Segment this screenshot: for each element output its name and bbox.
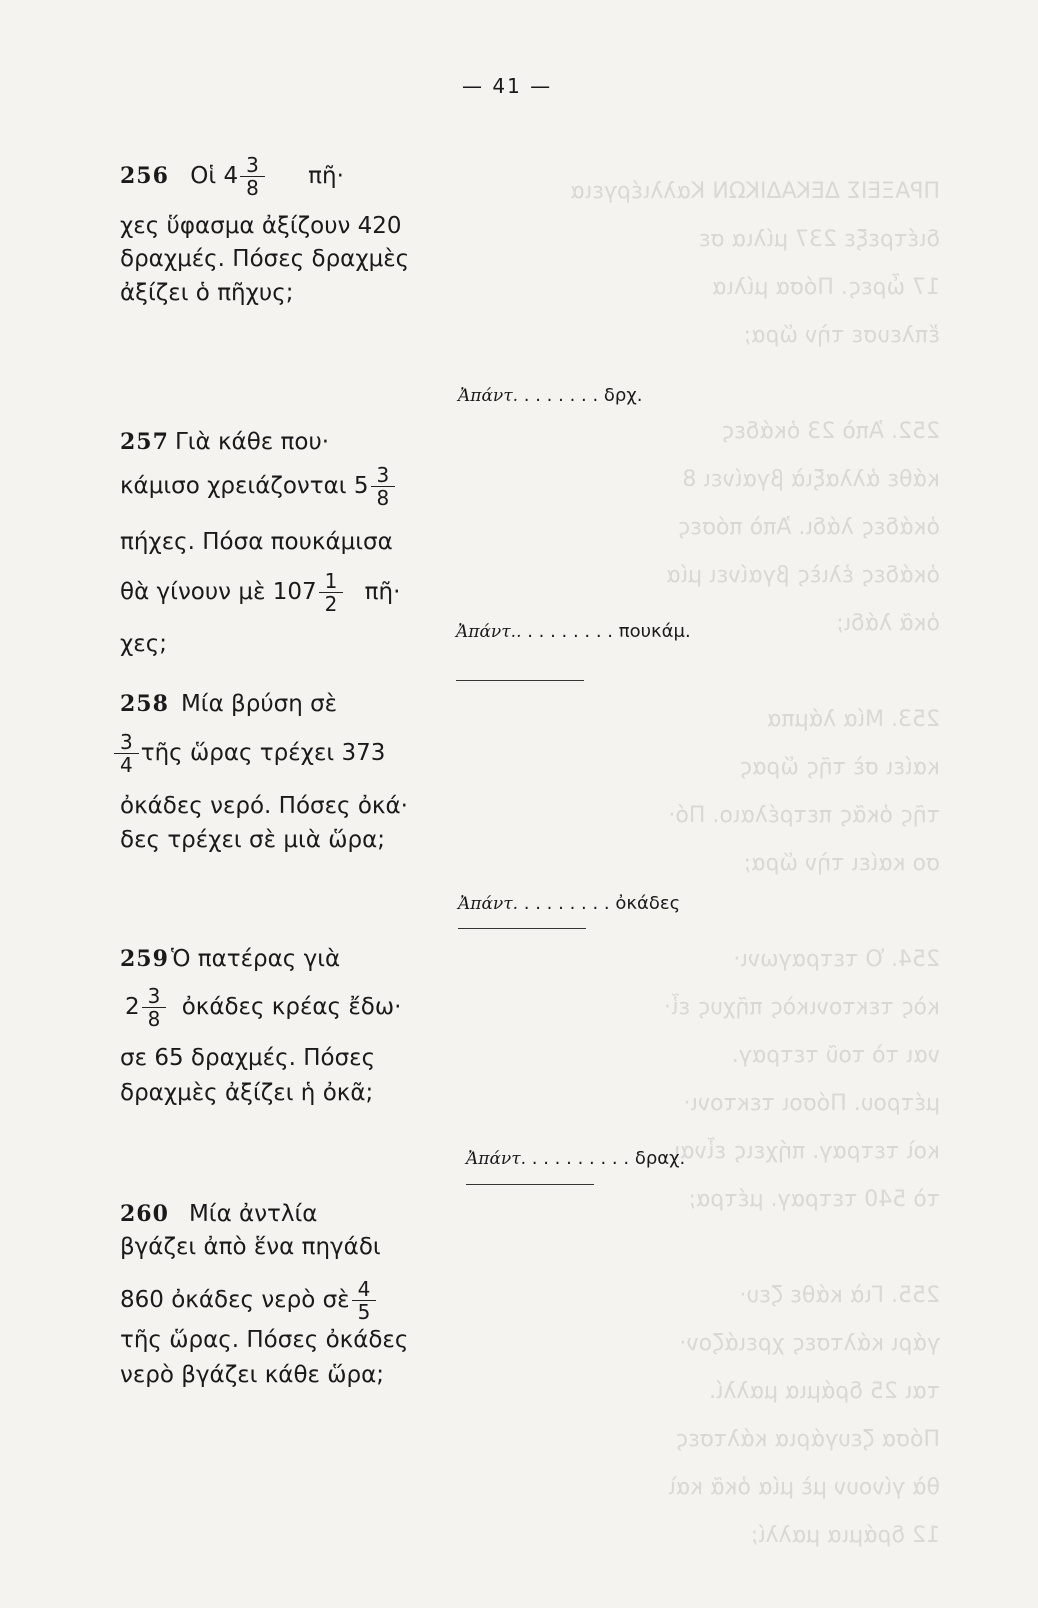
problem-number: 257 (120, 429, 169, 455)
problem-260-line-1: 260 Μία ἀντλία (120, 1201, 318, 1227)
answer-257: Ἀπάντ.. . . . . . . . . πουκάμ. (456, 621, 691, 642)
problem-259-line-1: 259Ὁ πατέρας γιὰ (120, 946, 341, 972)
answer-259: Ἀπάντ. . . . . . . . . . δραχ. (466, 1148, 686, 1169)
fraction: $\frac{3}{4}$ (114, 731, 139, 776)
problem-258-line-3: ὀκάδες νερό. Πόσες ὀκά· (120, 793, 408, 819)
fraction: $\frac{3}{8}$ (142, 985, 167, 1030)
problem-258-line-2: $\frac{3}{4}$ τῆς ὥρας τρέχει 373 (112, 731, 385, 776)
problem-256-line-2: χες ὕφασμα ἀξίζουν 420 (120, 213, 402, 239)
problem-258-line-1: 258 Μία βρύση σὲ (120, 691, 338, 717)
problem-257-line-4: θὰ γίνουν μὲ 107 $\frac{1}{2}$ πῆ· (120, 569, 401, 616)
fraction: $\frac{3}{8}$ (371, 464, 396, 509)
answer-256: Ἀπάντ. . . . . . . . δρχ. (458, 385, 643, 406)
problem-257-line-1: 257 Γιὰ κάθε που· (120, 429, 330, 455)
problem-258-line-4: δες τρέχει σὲ μιὰ ὥρα; (120, 827, 385, 853)
answer-rule (458, 928, 586, 929)
problem-257-line-2: κάμισο χρειάζονται 5 $\frac{3}{8}$ (120, 464, 397, 509)
fraction: $\frac{4}{5}$ (352, 1278, 377, 1323)
answer-rule (466, 1184, 594, 1185)
fraction: $\frac{3}{8}$ (240, 154, 265, 199)
problem-260-line-5: νερὸ βγάζει κάθε ὥρα; (120, 1362, 385, 1388)
problem-256-line-3: δραχμές. Πόσες δραχμὲς (120, 246, 410, 272)
problem-number: 258 (120, 691, 169, 717)
problem-number: 260 (120, 1201, 169, 1227)
answer-rule (456, 680, 584, 681)
problem-257-line-3: πήχες. Πόσα πουκάμισα (120, 529, 393, 555)
show-through-text: ΠΡΑΞΕΙΣ ΔΕΚΑΔΙΚΩΝ Καλλιέργεια διέτρεξε 237 μίλια σε 17 ὧρες. Πόσα μίλια ἔπλευσε τὴν ὥρα; 252. Ἀπὸ 23 ὀκάδες κάθε ἀλλαξιὰ βγαίνει 8 ὀκάδες λάδι. Ἀπὸ πόσες ὀκάδες ἐλιὲς βγαίνει μία ὀκᾶ λάδι; 253. Μία λάμπα καίει σὲ τῆς ὥρας τῆς ὀκᾶς πετρέλαιο. Πό· σο καίει τὴν ὥρα; 254. Ὁ τετραγωνι· κὸς τεκτονικὸς πῆχυς εἶ· ναι τὸ τοῦ τετραγ. μέτρου. Πόσοι τεκτονι· κοὶ τετραγ. πήχεις εἶναι τὸ 540 τετραγ. μέτρα; 255. Γιὰ κάθε ζευ· γάρι κάλτσες χρειάζον· ται 25 δράμια μαλλί. Πόσα ζευγάρια κάλτσες θὰ γίνουν μὲ μία ὀκᾶ καὶ 12 δράμια μαλλί; (570, 179, 940, 1548)
problem-259-line-3: σε 65 δραχμές. Πόσες (120, 1045, 376, 1071)
problem-259-line-2: 2 $\frac{3}{8}$ ὀκάδες κρέας ἔδω· (125, 984, 402, 1031)
problem-number: 259 (120, 946, 169, 972)
page-number: — 41 — (462, 74, 553, 98)
problem-260-line-3: 860 ὀκάδες νερὸ σὲ $\frac{4}{5}$ (120, 1278, 378, 1323)
problem-256-line-4: ἀξίζει ὁ πῆχυς; (120, 280, 294, 306)
fraction: $\frac{1}{2}$ (319, 570, 344, 615)
problem-259-line-4: δραχμὲς ἀξίζει ἡ ὀκᾶ; (120, 1080, 374, 1106)
problem-260-line-4: τῆς ὥρας. Πόσες ὀκάδες (120, 1327, 409, 1353)
problem-number: 256 (120, 163, 169, 189)
problem-260-line-2: βγάζει ἀπὸ ἕνα πηγάδι (120, 1234, 381, 1260)
answer-258: Ἀπάντ. . . . . . . . . ὀκάδες (458, 893, 681, 914)
problem-256-line-1: 256 Οἱ 4 $\frac{3}{8}$ πῆ· (120, 153, 344, 200)
problem-257-line-5: χες; (120, 631, 167, 657)
